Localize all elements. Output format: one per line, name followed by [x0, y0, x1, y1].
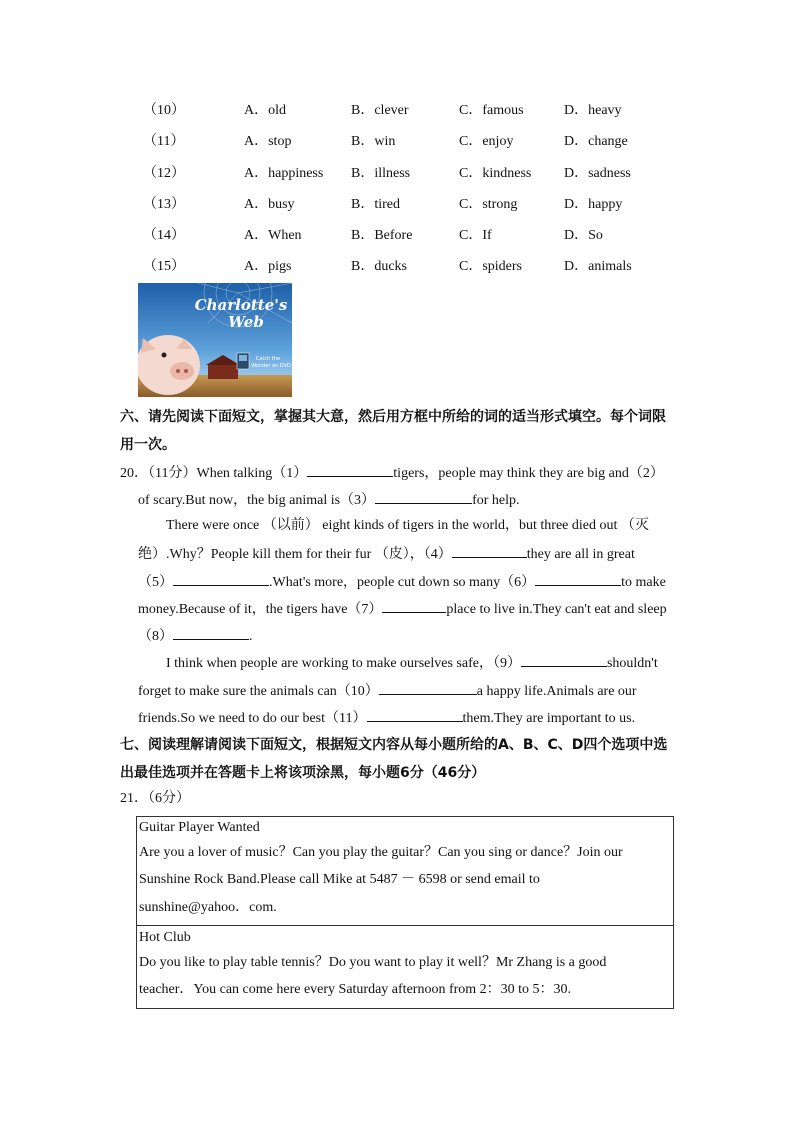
- poster-illustration: [138, 283, 292, 397]
- q20-line-2: of scary.But now，the big animal is（3） for help.: [138, 489, 520, 511]
- poster-title-line2: Web: [228, 313, 264, 331]
- question-number: （10）: [143, 103, 185, 118]
- option-c[interactable]: C．spiders: [459, 259, 522, 274]
- option-a[interactable]: A．busy: [244, 197, 295, 212]
- ad-line-3: sunshine@yahoo．com.: [139, 900, 277, 915]
- option-d[interactable]: D．animals: [564, 259, 632, 274]
- charlottes-web-poster: [138, 283, 292, 397]
- section-7-heading: [120, 731, 676, 787]
- option-c[interactable]: C．famous: [459, 103, 524, 118]
- ad-hot-club: [136, 925, 674, 1009]
- q20-line-3: There were once （以前） eight kinds of tigers in the world，but three died out （灭: [166, 518, 649, 533]
- blank-9[interactable]: [521, 652, 607, 667]
- question-number: （12）: [143, 166, 185, 181]
- section-6-heading-line2: 用一次。: [120, 437, 176, 453]
- blank-5[interactable]: [173, 571, 269, 586]
- ad-line-1: Are you a lover of music？Can you play the guitar？Can you sing or dance？Join our: [139, 845, 623, 860]
- poster-dvd-text-line1: Catch the: [255, 356, 281, 362]
- ad-title: Guitar Player Wanted: [139, 820, 260, 835]
- ad-line-2: Sunshine Rock Band.Please call Mike at 5487 － 6598 or send email to: [139, 872, 540, 887]
- question-number: （14）: [143, 228, 185, 243]
- ad-line-2: teacher．You can come here every Saturday afternoon from 2：30 to 5：30.: [139, 982, 572, 997]
- q20-line-5: （5） .What's more，people cut down so many（6） to make: [138, 571, 666, 593]
- option-d[interactable]: D．happy: [564, 197, 623, 212]
- option-row-13: [0, 193, 794, 213]
- option-row-12: [0, 162, 794, 182]
- option-c[interactable]: C．If: [459, 228, 492, 243]
- option-b[interactable]: B．clever: [351, 103, 409, 118]
- option-a[interactable]: A．old: [244, 103, 286, 118]
- blank-4[interactable]: [452, 543, 527, 558]
- option-b[interactable]: B．win: [351, 134, 396, 149]
- question-number: （11）: [143, 134, 185, 149]
- ad-guitar-player: [136, 816, 674, 926]
- q20-line-8: I think when people are working to make ourselves safe，（9） shouldn't: [166, 652, 658, 674]
- option-row-14: [0, 224, 794, 244]
- option-a[interactable]: A．pigs: [244, 259, 292, 274]
- q20-line-4: 绝）.Why？People kill them for their fur （皮），（4） they are all in great: [138, 543, 635, 565]
- poster-title-line1: Charlotte's: [194, 296, 288, 314]
- section-7-heading-line2: 出最佳选项并在答题卡上将该项涂黑，每小题6分（46分）: [120, 765, 486, 781]
- blank-3[interactable]: [375, 489, 472, 504]
- blank-6[interactable]: [535, 571, 621, 586]
- option-c[interactable]: C．kindness: [459, 166, 532, 181]
- poster-dvd-text-line2: Wonder on DVD: [251, 363, 291, 369]
- option-c[interactable]: C．strong: [459, 197, 518, 212]
- question-number: （15）: [143, 259, 185, 274]
- option-row-11: [0, 130, 794, 150]
- q20-line-9: forget to make sure the animals can（10） a happy life.Animals are our: [138, 680, 637, 702]
- option-row-10: [0, 99, 794, 119]
- option-d[interactable]: D．sadness: [564, 166, 631, 181]
- q20-line-7: （8） .: [138, 625, 253, 647]
- section-7-heading-line1: 七、阅读理解请阅读下面短文，根据短文内容从每小题所给的A、B、C、D四个选项中选: [120, 737, 668, 753]
- option-a[interactable]: A．stop: [244, 134, 292, 149]
- section-6-heading-line1: 六、请先阅读下面短文，掌握其大意，然后用方框中所给的词的适当形式填空。每个词限: [120, 409, 666, 425]
- option-b[interactable]: B．illness: [351, 166, 411, 181]
- option-b[interactable]: B．ducks: [351, 259, 407, 274]
- blank-10[interactable]: [379, 680, 477, 695]
- q20-line-1: 20．（11分）When talking（1） tigers，people may think they are big and（2）: [120, 462, 664, 484]
- q21-label: 21．（6分）: [120, 791, 190, 806]
- option-b[interactable]: B．Before: [351, 228, 413, 243]
- option-d[interactable]: D．So: [564, 228, 603, 243]
- option-d[interactable]: D．change: [564, 134, 628, 149]
- section-6-heading: [120, 403, 676, 459]
- option-a[interactable]: A．When: [244, 228, 302, 243]
- option-row-15: [0, 255, 794, 275]
- option-c[interactable]: C．enjoy: [459, 134, 514, 149]
- blank-7[interactable]: [382, 598, 446, 613]
- option-d[interactable]: D．heavy: [564, 103, 622, 118]
- blank-11[interactable]: [367, 707, 463, 722]
- ad-title: Hot Club: [139, 930, 191, 945]
- q20-line-10: friends.So we need to do our best（11） them.They are important to us.: [138, 707, 635, 729]
- question-number: （13）: [143, 197, 185, 212]
- blank-8[interactable]: [173, 625, 249, 640]
- q20-line-6: money.Because of it，the tigers have（7） place to live in.They can't eat and sleep: [138, 598, 667, 620]
- option-a[interactable]: A．happiness: [244, 166, 324, 181]
- blank-1[interactable]: [307, 462, 393, 477]
- option-b[interactable]: B．tired: [351, 197, 400, 212]
- ad-line-1: Do you like to play table tennis？Do you want to play it well？Mr Zhang is a good: [139, 955, 607, 970]
